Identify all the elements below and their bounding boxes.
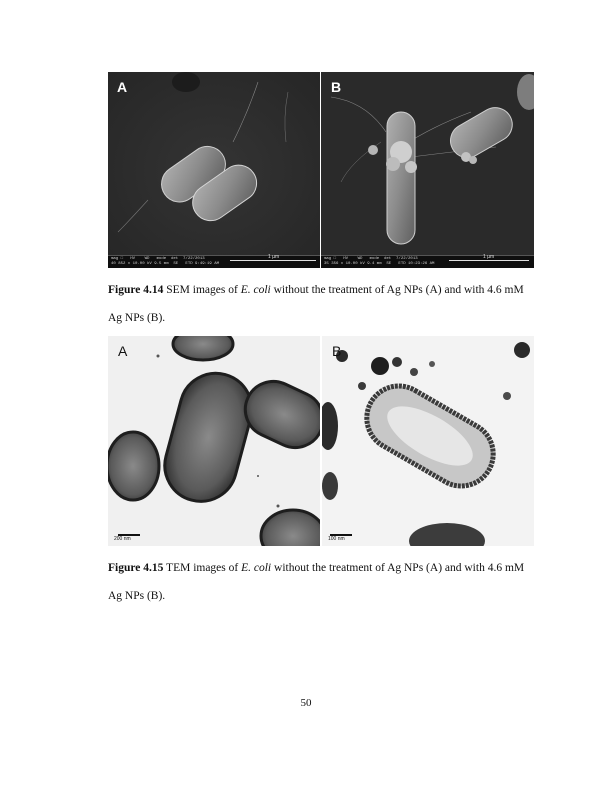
- sem-panel-a-label: A: [117, 79, 128, 95]
- sem-micrograph-a: [108, 72, 320, 268]
- tem-panel-b-label: B: [332, 343, 342, 359]
- sem-info-bar-a: [108, 255, 320, 268]
- sem-scale-bar-b: [449, 260, 529, 261]
- tem-image-panel-b: [322, 336, 534, 546]
- sem-scale-bar-a: [230, 260, 316, 261]
- tem-scale-label-a: 200 nm: [114, 536, 131, 542]
- sem-micrograph-b: [321, 72, 534, 268]
- tem-caption-label: Figure 4.15: [108, 562, 164, 574]
- page-number: 50: [300, 697, 312, 709]
- tem-caption-species: E. coli: [241, 562, 272, 574]
- sem-caption-post: without the treatment of Ag NPs (A) and with 4.6 mM Ag NPs (B).: [108, 284, 524, 324]
- tem-panel-a-label: A: [118, 343, 128, 359]
- sem-image-panel-a: [108, 72, 320, 268]
- sem-info-b-line2: 35 356 x 10.00 kV 9.4 mm SE ETD 10:23:26 AM: [324, 262, 435, 266]
- sem-caption-species: E. coli: [240, 284, 271, 296]
- sem-panel-b-label: B: [331, 79, 342, 95]
- tem-caption-post: without the treatment of Ag NPs (A) and with 4.6 mM Ag NPs (B).: [108, 562, 525, 602]
- tem-micrograph-b: [322, 336, 534, 546]
- sem-figure-caption: [108, 276, 528, 332]
- tem-caption-pre: TEM images of: [163, 562, 242, 574]
- tem-figure-caption: [108, 554, 528, 610]
- sem-caption-pre: SEM images of: [163, 284, 241, 296]
- sem-scale-label-b: 1 µm: [483, 254, 495, 260]
- sem-image-panel-b: [321, 72, 534, 268]
- tem-image-panel-a: [108, 336, 320, 546]
- sem-caption-label: Figure 4.14: [108, 284, 164, 296]
- tem-scale-label-b: 100 nm: [328, 536, 345, 542]
- sem-info-a-line1: mag □ HV WD mode det 7/22/2013: [111, 257, 205, 261]
- sem-info-bar-b: [321, 255, 534, 268]
- tem-micrograph-a: [108, 336, 320, 546]
- sem-info-b-line1: mag □ HV WD mode det 7/22/2013: [324, 257, 418, 261]
- sem-info-a-line2: 40 852 x 10.00 kV 9.5 mm SE ETD 9:49:19 AM: [111, 262, 220, 266]
- sem-scale-label-a: 1 µm: [268, 254, 280, 260]
